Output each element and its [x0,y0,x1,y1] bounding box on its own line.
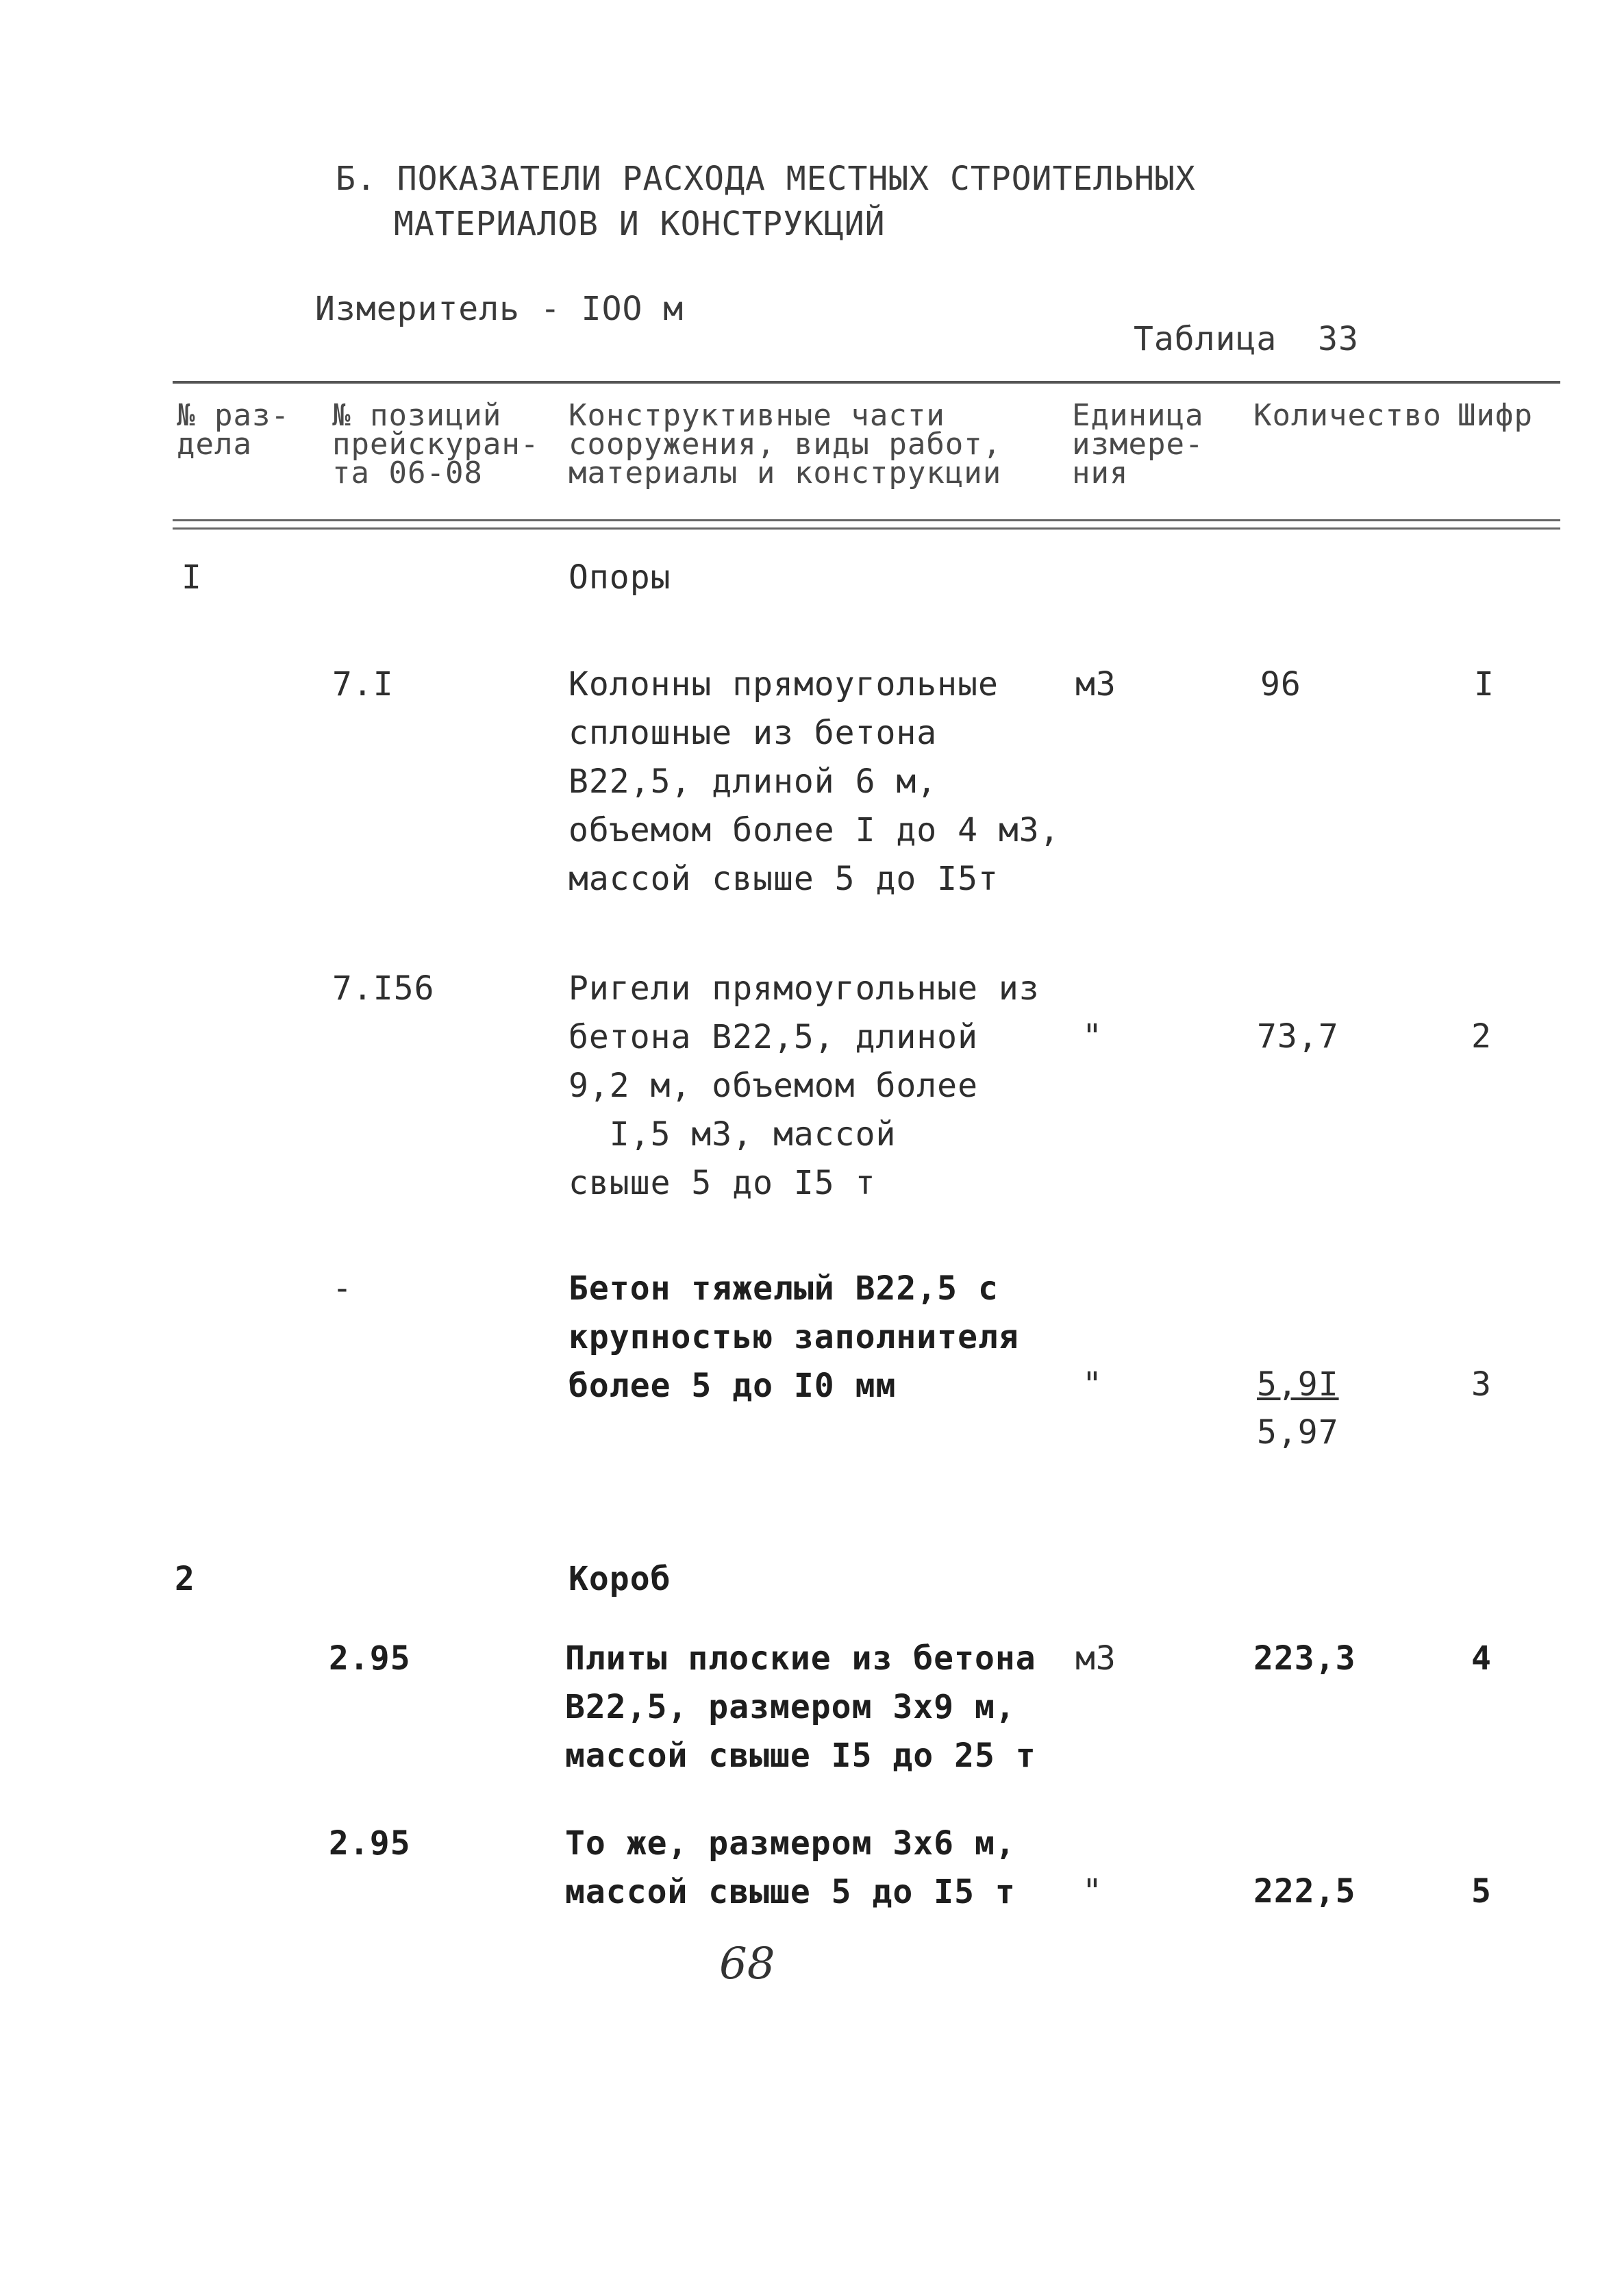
row-quantity: 96 [1260,665,1301,704]
col-header-quantity: Количество [1253,398,1442,433]
heading-line-2: МАТЕРИАЛОВ И КОНСТРУКЦИЙ [394,205,886,243]
row-unit: м3 [1075,1639,1116,1678]
header-top-rule [173,381,1560,384]
row-quantity-second: 5,97 [1257,1413,1339,1452]
row-description: То же, размером 3х6 м, массой свыше 5 до I5 т [565,1824,1016,1911]
row-quantity: 222,5 [1253,1872,1356,1911]
row-description: Бетон тяжелый В22,5 с крупностью заполнителя более 5 до I0 мм [569,1269,1019,1405]
section-number: I [182,558,202,597]
header-rule-2 [173,527,1560,530]
row-position: 7.I [332,665,394,704]
section-name: Опоры [569,558,671,597]
col-header-code: Шифр [1458,398,1533,433]
row-code: I [1474,665,1495,704]
row-quantity: 73,7 [1257,1017,1339,1056]
section-name: Короб [569,1560,671,1598]
row-code: 4 [1471,1639,1492,1678]
header-rule-1 [173,519,1560,521]
col-header-section: № раз- дела [177,398,290,462]
heading-line-1: Б. ПОКАЗАТЕЛИ РАСХОДА МЕСТНЫХ СТРОИТЕЛЬНЫХ [336,160,1196,198]
row-code: 2 [1471,1017,1492,1056]
row-description: Колонны прямоугольные сплошные из бетона В22,5, длиной 6 м, объемом более I до 4 м3, массой свыше 5 до I5т [569,665,1060,898]
row-unit: " [1082,1365,1103,1404]
section-number: 2 [175,1560,195,1598]
row-quantity: 223,3 [1253,1639,1356,1678]
col-header-position: № позиций прейскуран- та 06-08 [332,398,540,490]
row-description: Плиты плоские из бетона В22,5, размером 3х9 м, массой свыше I5 до 25 т [565,1639,1036,1775]
row-position: - [332,1269,353,1308]
page-number: 68 [719,1939,775,1989]
row-code: 5 [1471,1872,1492,1911]
col-header-parts: Конструктивные части сооружения, виды работ, материалы и конструкции [569,398,1002,490]
row-unit: " [1082,1872,1103,1911]
row-position: 2.95 [329,1824,411,1863]
row-position: 2.95 [329,1639,411,1678]
table-label: Таблица 33 [1134,320,1359,358]
meter-label: Измеритель - IOO м [315,290,684,328]
row-code: 3 [1471,1365,1492,1404]
row-quantity: 5,9I [1257,1365,1339,1404]
row-unit: " [1082,1017,1103,1056]
row-position: 7.I56 [332,969,435,1008]
col-header-unit: Единица измере- ния [1072,398,1204,490]
row-unit: м3 [1075,665,1116,704]
row-description: Ригели прямоугольные из бетона В22,5, длиной 9,2 м, объемом более I,5 м3, массой свыше 5 до I5 т [569,969,1040,1202]
